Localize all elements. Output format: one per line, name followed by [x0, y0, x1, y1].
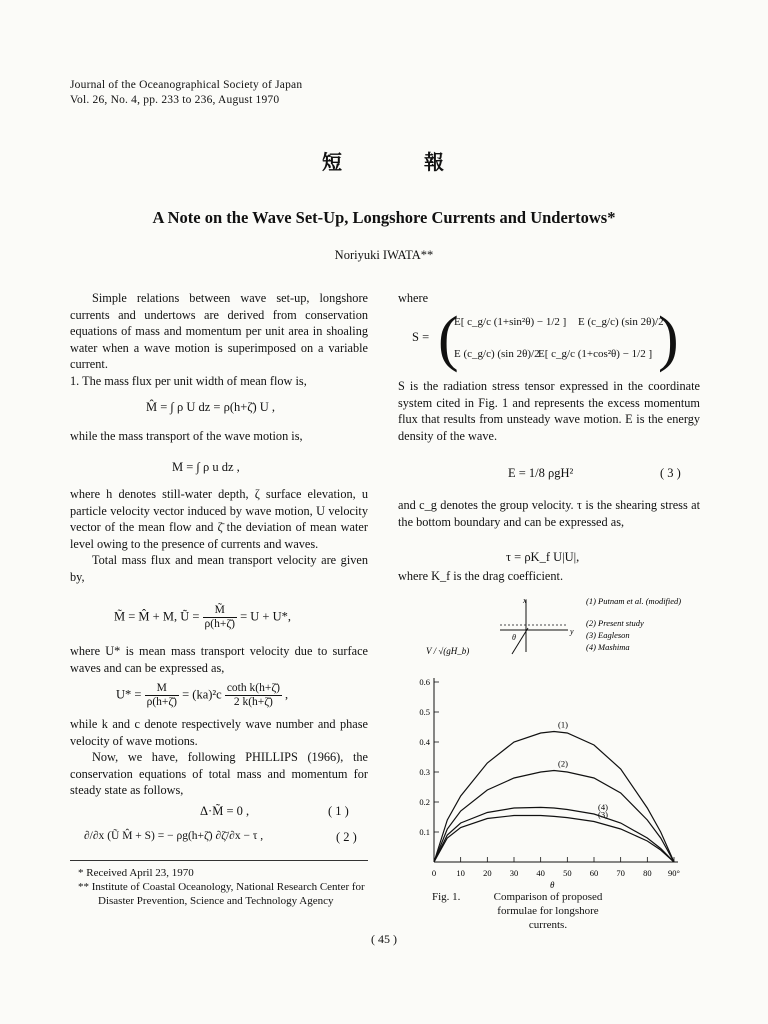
footnote-received: * Received April 23, 1970: [78, 867, 194, 879]
journal-citation: [70, 78, 302, 108]
equation-ustar: [116, 682, 288, 709]
footnote-institute: ** Institute of Coastal Oceanology, National Research Center for Disaster Prevention, Science and Technology Agency: [78, 881, 365, 907]
eq2-body: (Ũ M̂ + S) = − ρg(h+ζ̄) ∂ζ̄/∂x − τ ,: [107, 830, 264, 842]
y-tick-label: 0.2: [419, 797, 430, 807]
page-number: ( 45 ): [371, 932, 397, 946]
s-right-paren: ): [658, 305, 679, 373]
x-tick-label: 50: [563, 868, 572, 878]
x-tick-label: 10: [456, 868, 465, 878]
right-column-b: [398, 378, 700, 444]
s-r1c1: E[ c_g/c (1+sin²θ) − 1/2 ]: [454, 316, 567, 328]
left-column-d: [70, 643, 368, 676]
eq-ustar-lead: U* =: [116, 687, 142, 702]
radiation-stress-paragraph: S is the radiation stress tensor expressed in the coordinate system cited in Fig. 1 and represents the excess momentum flux that results from unsteady wave motion. E is the energy density of the wave.: [398, 379, 700, 443]
series-line-1: [434, 732, 674, 863]
paper-title: A Note on the Wave Set-Up, Longshore Currents and Undertows*: [152, 208, 616, 227]
eq2-lead: ∂/∂x: [84, 830, 105, 842]
mass-flux-paragraph: 1. The mass flux per unit width of mean flow is,: [70, 373, 307, 388]
y-tick-label: 0.6: [419, 677, 430, 687]
figure-caption: [432, 890, 702, 932]
equation-wave-transport: M = ∫ ρ u dz ,: [172, 460, 240, 474]
equation-3-number: ( 3 ): [660, 466, 681, 480]
intro-paragraph: Simple relations between wave set-up, longshore currents and undertows are derived from conservation equations of mass and momentum per unit area in shoaling water when a wave motion is superimposed on a variable current.: [70, 291, 368, 371]
y-tick-label: 0.4: [419, 737, 430, 747]
eq-ustar-fraction-1: [145, 682, 179, 709]
x-tick-label: 90°: [668, 868, 680, 878]
where-label: where: [398, 291, 429, 305]
x-tick-label: 40: [536, 868, 545, 878]
x-axis-label: θ: [550, 880, 555, 890]
eq-ustar-mid: = (ka)²c: [182, 687, 222, 702]
eq-ustar-den1: ρ(h+ζ̄): [146, 696, 177, 708]
figure-1-chart: [400, 590, 700, 890]
definitions-paragraph: where h denotes still-water depth, ζ surface elevation, u particle velocity vector induced by wave motion, U velocity vector of the mean flow and ζ̄ the deviation of mean water level owing to the presence of currents and waves.: [70, 487, 368, 551]
legend-item-1: (1) Putnam et al. (modified): [586, 596, 682, 606]
series-line-4: [434, 807, 674, 862]
curve-label-1: (1): [558, 719, 568, 730]
equation-1: Δ·M̃ = 0 ,: [200, 804, 250, 818]
journal-name: Journal of the Oceanographical Society of Japan: [70, 79, 303, 91]
equation-2-number: ( 2 ): [336, 830, 357, 844]
x-tick-label: 30: [509, 868, 519, 878]
journal-volume: Vol. 26, No. 4, pp. 233 to 236, August 1970: [70, 94, 280, 106]
eq-ustar-fraction-2: [225, 682, 282, 709]
equation-mass-flux: M̂ = ∫ ρ U dz = ρ(h+ζ̄) U ,: [146, 400, 276, 414]
x-tick-label: 60: [589, 868, 599, 878]
eq-total-numerator: M̃: [203, 604, 237, 618]
conservation-paragraph: Now, we have, following PHILLIPS (1966), the conservation equations of total mass and momentum for steady state as follows,: [70, 750, 368, 797]
footnote-rule: [70, 860, 368, 861]
drag-coefficient-paragraph: where K_f is the drag coefficient.: [398, 569, 564, 583]
eq-ustar-tail: ,: [285, 687, 289, 702]
eq-total-denominator: ρ(h+ζ̄): [204, 618, 235, 630]
eq-total-fraction: [203, 604, 237, 631]
s-left-paren: (: [438, 305, 459, 373]
legend-item-2: (2) Present study: [586, 618, 644, 628]
curve-label-4: (4): [598, 802, 608, 812]
y-tick-label: 0.3: [419, 767, 430, 777]
footnotes: [78, 866, 370, 908]
right-column-d: [398, 568, 700, 585]
equation-total-flux: [114, 604, 291, 631]
left-column-e: [70, 716, 368, 799]
curve-label-3: (3): [598, 809, 608, 820]
x-tick-label: 0: [431, 868, 437, 878]
figure-caption-text: Comparison of proposed formulae for longshore currents.: [493, 891, 603, 931]
y-axis-label: V / √(gH_b): [426, 646, 470, 656]
inset-theta-label: θ: [512, 633, 516, 642]
author-line: Noriyuki IWATA**: [334, 248, 434, 262]
x-tick-label: 70: [616, 868, 625, 878]
figure-caption-label: Fig. 1.: [432, 891, 461, 903]
chart-legend: [586, 596, 681, 652]
group-velocity-paragraph: and c_g denotes the group velocity. τ is the shearing stress at the bottom boundary and can be expressed as,: [398, 498, 700, 529]
legend-item-3: (3) Eagleson: [586, 630, 630, 640]
left-column: [70, 290, 368, 389]
ustar-paragraph: where U* is mean mass transport velocity due to surface waves and can be expressed as,: [70, 644, 368, 675]
right-column-c: [398, 497, 700, 530]
s-r1c2: E (c_g/c) (sin 2θ)/2: [578, 316, 664, 328]
transport-paragraph: while the mass transport of the wave motion is,: [70, 429, 303, 443]
eq-ustar-num1: M: [145, 682, 179, 696]
x-tick-label: 80: [643, 868, 652, 878]
inset-y-label: y: [570, 627, 574, 636]
inset-x-label: x: [523, 596, 527, 605]
legend-item-4: (4) Mashima: [586, 642, 630, 652]
section-heading-kanji-2: 報: [424, 152, 446, 174]
eq-ustar-den2: 2 k(h+ζ̄): [233, 696, 273, 708]
s-r2c2: E[ c_g/c (1+cos²θ) − 1/2 ]: [538, 348, 653, 360]
equation-radiation-stress: [398, 305, 700, 374]
equation-2: [84, 830, 263, 842]
series-line-3: [434, 816, 674, 863]
plot-area: [419, 677, 680, 878]
eq-total-right: = U + U*,: [240, 609, 291, 624]
eq-total-left: M̃ = M̂ + M, Ũ =: [114, 609, 200, 624]
s-lead: S =: [412, 330, 430, 344]
total-flux-paragraph: Total mass flux and mean transport velocity are given by,: [70, 553, 368, 584]
x-tick-label: 20: [483, 868, 492, 878]
equation-3: E = 1/8 ρgH²: [508, 466, 574, 480]
equation-shear-stress: τ = ρK_f U|U|,: [506, 550, 580, 564]
y-tick-label: 0.5: [419, 707, 430, 717]
section-heading-kanji-1: 短: [322, 152, 344, 174]
coordinate-inset: [500, 596, 574, 654]
equation-1-number: ( 1 ): [328, 804, 349, 818]
y-tick-label: 0.1: [419, 827, 430, 837]
s-r2c1: E (c_g/c) (sin 2θ)/2: [454, 348, 540, 360]
k-c-paragraph: while k and c denote respectively wave number and phase velocity of wave motions.: [70, 717, 368, 748]
eq-ustar-num2: coth k(h+ζ̄): [226, 682, 280, 694]
left-column-c: [70, 486, 368, 585]
curve-label-2: (2): [558, 758, 568, 769]
left-column-b: [70, 428, 368, 445]
